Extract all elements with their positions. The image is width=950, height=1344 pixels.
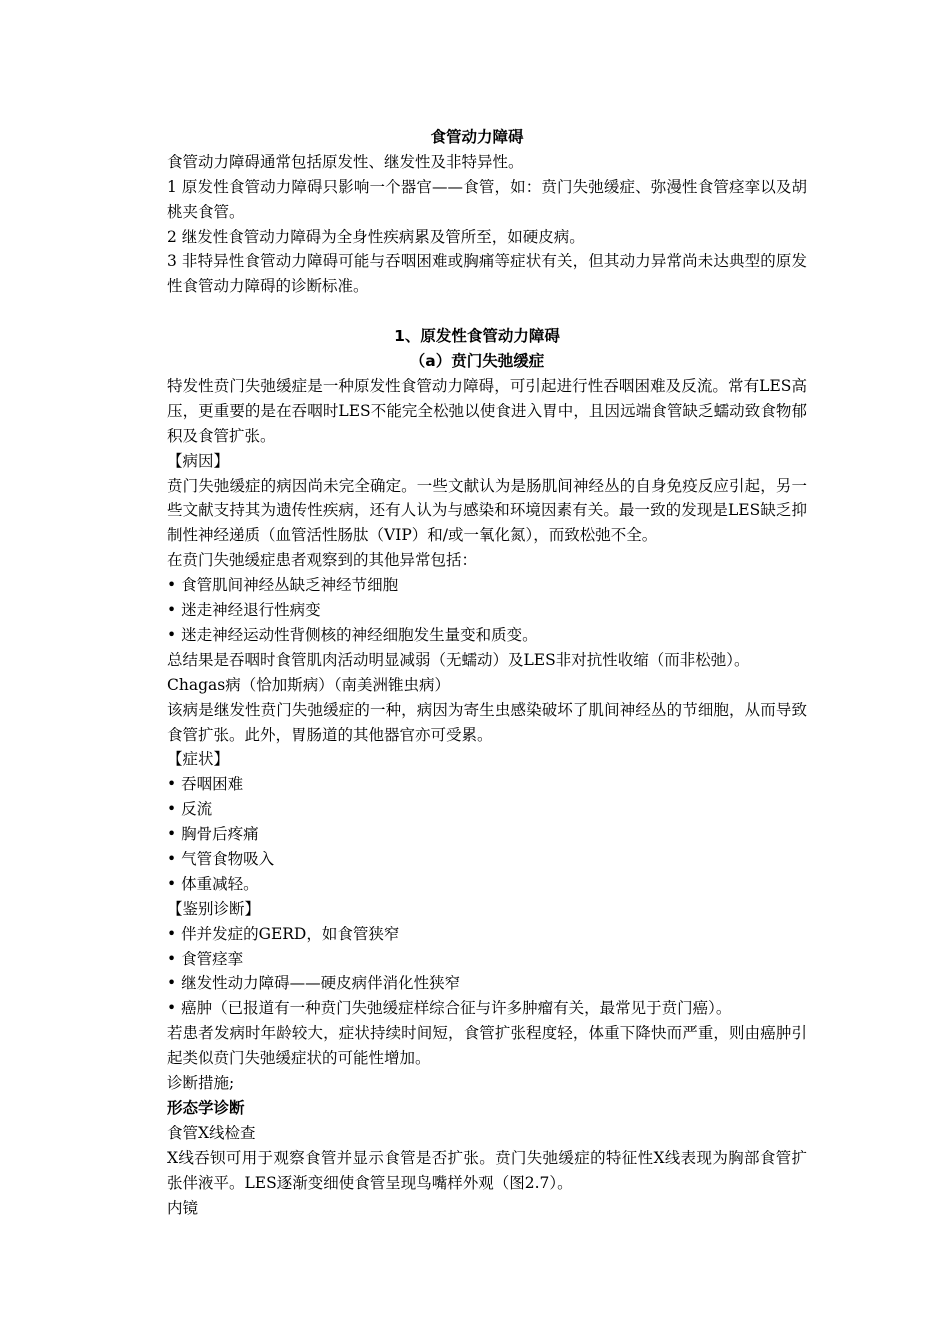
etiology-heading: 【病因】 [167,451,230,470]
document-page [147,125,807,1220]
chagas-title: Chagas病（恰加斯病）（南美洲锥虫病） [167,675,450,694]
item-secondary: 2 继发性食管动力障碍为全身性疾病累及管所至，如硬皮病。 [167,227,585,246]
document-title: 食管动力障碍 [430,128,524,146]
chagas-paragraph: 该病是继发性贲门失弛缓症的一种，病因为寄生虫感染破坏了肌间神经丛的节细胞，从而导致食管扩张。此外，胃肠道的其他器官亦可受累。 [167,700,807,744]
list-item: • 胸骨后疼痛 [167,825,259,844]
list-item: • 伴并发症的GERD，如食管狭窄 [167,924,400,943]
list-item: • 癌肿（已报道有一种贲门失弛缓症样综合征与许多肿瘤有关，最常见于贲门癌）。 [167,999,732,1018]
section-spacer [147,299,807,324]
list-item: • 食管肌间神经丛缺乏神经节细胞 [167,576,399,595]
list-item: • 食管痉挛 [167,949,244,968]
definition-paragraph: 特发性贲门失弛缓症是一种原发性食管动力障碍，可引起进行性吞咽困难及反流。常有LES高压，更重要的是在吞咽时LES不能完全松弛以使食进入胃中，且因远端食管缺乏蠕动致食物郁积及食管扩张。 [167,376,807,445]
subsection-a-title: （a）贲门失弛缓症 [409,352,545,371]
endoscopy-heading: 内镜 [167,1198,199,1217]
xray-heading: 食管X线检查 [167,1123,256,1142]
etiology-paragraph: 贲门失弛缓症的病因尚未完全确定。一些文献认为是肠肌间神经丛的自身免疫反应引起，另一些文献支持其为遗传性疾病，还有人认为与感染和环境因素有关。最一致的发现是LES缺乏抑制性神经递质（血管活性肠肽（VIP）和/或一氧化氮），而致松弛不全。 [167,476,807,545]
morphology-heading: 形态学诊断 [167,1098,245,1117]
section-1-title: 1、原发性食管动力障碍 [394,327,560,346]
list-item: • 继发性动力障碍——硬皮病伴消化性狭窄 [167,974,461,993]
list-item: • 迷走神经退行性病变 [167,601,321,620]
diagnosis-heading: 诊断措施; [167,1074,235,1093]
list-item: • 吞咽困难 [167,775,244,794]
differential-heading: 【鉴别诊断】 [167,899,261,918]
intro-paragraph: 食管动力障碍通常包括原发性、继发性及非特异性。 [167,152,524,171]
xray-paragraph: X线吞钡可用于观察食管并显示食管是否扩张。贲门失弛缓症的特征性X线表现为胸部食管扩张伴液平。LES逐渐变细使食管呈现鸟嘴样外观（图2.7）。 [167,1148,807,1192]
list-item: • 体重减轻。 [167,874,259,893]
item-nonspecific: 3 非特异性食管动力障碍可能与吞咽困难或胸痛等症状有关，但其动力异常尚未达典型的原发性食管动力障碍的诊断标准。 [167,252,807,296]
other-abnormalities-intro: 在贲门失弛缓症患者观察到的其他异常包括： [167,551,478,570]
list-item: • 气管食物吸入 [167,850,275,869]
tumor-paragraph: 若患者发病时年龄较大，症状持续时间短，食管扩张程度轻，体重下降快而严重，则由癌肿引起类似贲门失弛缓症状的可能性增加。 [167,1024,807,1068]
list-item: • 迷走神经运动性背侧核的神经细胞发生量变和质变。 [167,625,538,644]
item-primary: 1 原发性食管动力障碍只影响一个器官——食管，如：贲门失弛缓症、弥漫性食管痉挛以及胡桃夹食管。 [167,177,807,221]
list-item: • 反流 [167,800,213,819]
summary-paragraph: 总结果是吞咽时食管肌肉活动明显减弱（无蠕动）及LES非对抗性收缩（而非松弛）。 [167,650,750,669]
symptoms-heading: 【症状】 [167,750,230,769]
